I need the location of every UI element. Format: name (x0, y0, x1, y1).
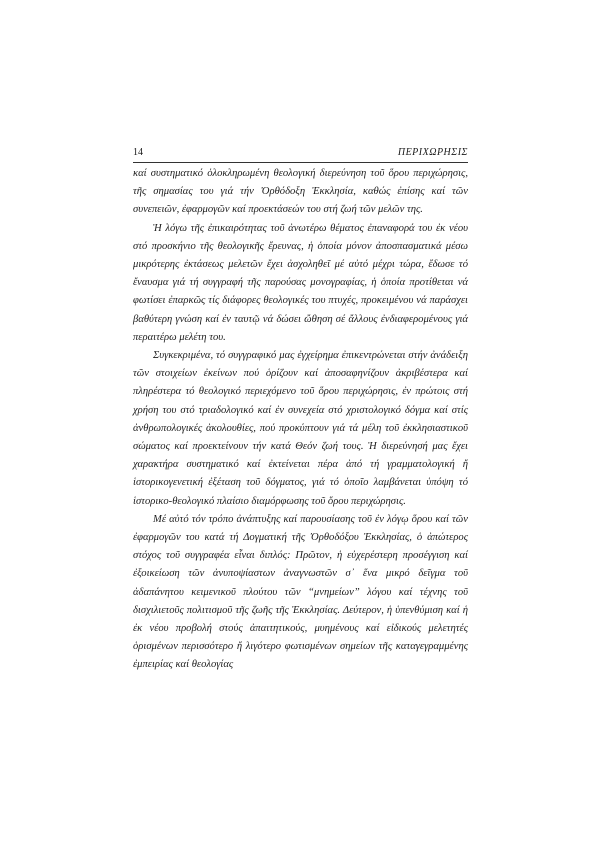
paragraph-3: Συγκεκριμένα, τό συγγραφικό μας ἐγχείρημα ἐπικεντρώνεται στήν ἀνάδειξη τῶν στοιχείων ἐκείνων πού ὁρίζουν καί ἀποσαφηνίζουν ἀκριβέστερα καί πληρέστερα τό θεολογικό περιεχόμενο τοῦ ὅρου περιχώρησις, ἐν πρώτοις στή χρήση του στό τριαδολογικό καί ἐν συνεχεία στό χριστολογικό δόγμα καί στίς ἀνθρωπολογικές ἀκολουθίες, πού προκύπτουν γιά τά μέλη τοῦ ἐκκλησιαστικοῦ σώματος καί προεκτείνουν τήν κατά Θεόν ζωή τους. Ἡ διερεύνησή μας ἔχει χαρακτήρα συστηματικό καί ἐκτείνεται πέρα ἀπό τή γραμματολογική ἤ ἱστορικογενετική ἐξέταση τοῦ δόγματος, γιά τό ὁποῖο λαμβάνεται ὑπόψη τό ἱστορικο-θεολογικό πλαίσιο διαμόρφωσης τοῦ ὅρου περιχώρησις. (133, 350, 468, 507)
running-title: ΠΕΡΙΧΩΡΗΣΙΣ (397, 147, 468, 158)
paragraph-4: Μέ αὐτό τόν τρόπο ἀνάπτυξης καί παρουσίασης τοῦ ἐν λόγῳ ὅρου καί τῶν ἐφαρμογῶν του κατά τή Δογματική τῆς Ὀρθοδόξου Ἐκκλησίας, ὁ ἀπώτερος στόχος τοῦ συγγραφέα εἶναι διπλός: Πρῶτον, ἡ εὐχερέστερη προσέγγιση καί ἐξοικείωση τῶν ἀνυποψίαστων ἀναγνωστῶν σ᾽ ἕνα μικρό δεῖγμα τοῦ ἀδαπάνητου κειμενικοῦ πλούτου τῶν “μνημείων” λόγου καί τέχνης τοῦ δισχιλιετοῦς πολιτισμοῦ τῆς ζωῆς τῆς Ἐκκλησίας. Δεύτερον, ἡ ὑπενθύμιση καί ἡ ἐκ νέου προβολή στούς ἀπαιτητικούς, μυημένους καί εἰδικούς μελετητές ὁρισμένων περισσότερο ἤ λιγότερο φωτισμένων σημείων τῆς καταγεγραμμένης ἐμπειρίας καί θεολογίας (133, 513, 468, 671)
body-text (133, 165, 468, 675)
running-head (133, 146, 468, 160)
header-rule (133, 162, 468, 163)
paragraph-1: καί συστηματικό ὁλοκληρωμένη θεολογική διερεύνηση τοῦ ὅρου περιχώρησις, τῆς σημασίας του γιά τήν Ὀρθόδοξη Ἐκκλησία, καθώς ἐπίσης καί τῶν συνεπειῶν, ἐφαρμογῶν καί προεκτάσεών του στή ζωή τῶν μελῶν της. (133, 168, 468, 216)
page-number: 14 (133, 147, 143, 158)
paragraph-2: Ἡ λόγω τῆς ἐπικαιρότητας τοῦ ἀνωτέρω θέματος ἐπαναφορά του ἐκ νέου στό προσκήνιο τῆς θεολογικῆς ἔρευνας, ἡ ὁποία μόνον ἀποσπασματικά μέσω μικρότερης ἐκτάσεως μελετῶν ἔχει ἀσχοληθεῖ μέ αὐτό μέχρι τώρα, ἔδωσε τό ἔναυσμα γιά τή συγγραφή τῆς παρούσας μονογραφίας, ἡ ὁποία προτίθεται νά φωτίσει ἐπαρκῶς τίς διάφορες θεολογικές του πτυχές, προκειμένου νά παράσχει βαθύτερη γνώση καί ἐν ταυτῷ νά δώσει ὤθηση σέ ἄλλους ἐνδιαφερομένους γιά περαιτέρω μελέτη του. (133, 222, 468, 343)
